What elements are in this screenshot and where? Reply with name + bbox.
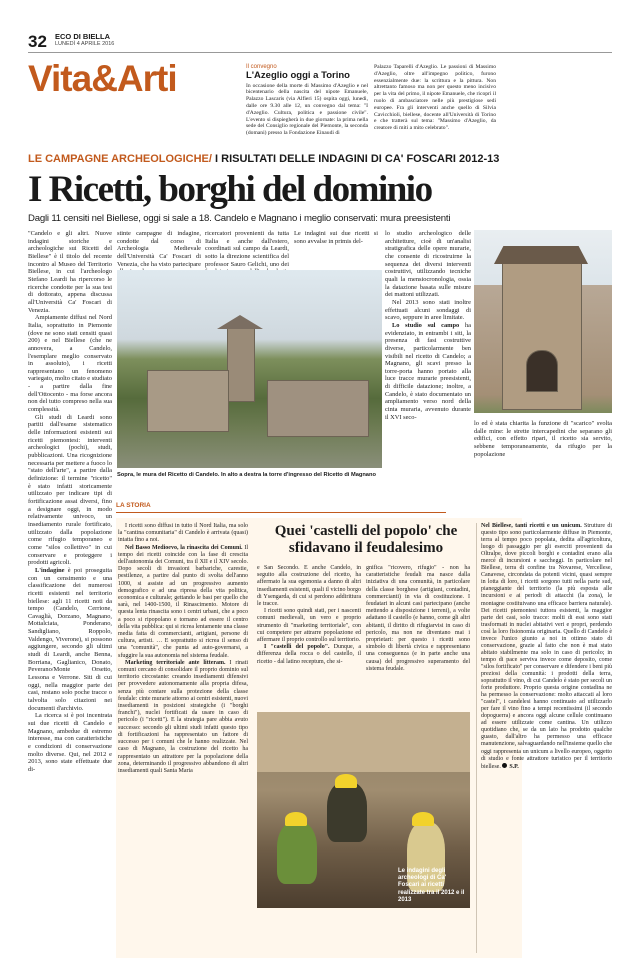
brief-box <box>246 64 368 137</box>
newspaper-name: ECO DI BIELLA <box>55 32 111 41</box>
article-paragraph: "Candelo e gli altri. Nuove indagini storiche e archeologiche sui Ricetti del Biellese" è il titolo del recente incontro al Museo del Territorio Biellese, in cui l'archeologo Stefano Leardi ha ripercorso le ricerche condotte per la sua tesi di dottorato, appena discussa all'Università Ca' Foscari di Venezia. <box>28 230 112 314</box>
ricetto-magnano-photo <box>474 230 612 413</box>
article-paragraph: Gli studi di Leardi sono partiti dall'esame sistematico delle informazioni esistenti sui ricetti piemontesi: interventi archeologici (pochi), studi, pubblicazioni. Una ricognizione necessaria per mettere a fuoco lo "stato dell'arte", a partire dalla definizione: il termine "ricetto" è stato infatti storicamente utilizzato per indicare tipi di fortificazione assai diversi, fino a designare oggi, in modo relativamente univoco, un insediamento rurale fortificato, utilizzato dalla popolazione come rifugio temporaneo e come "silos collettivo" in cui conservare e proteggere i prodotti agricoli. <box>28 413 112 567</box>
brief-title: L'Azeglio oggi a Torino <box>246 69 350 81</box>
lead-in: I "castelli del popolo". <box>264 644 330 651</box>
lead-in: Nel Basso Medioevo, la rinascita dei Comuni. <box>125 544 243 551</box>
history-column-2: e San Secondo. E anche Candelo, in seguito alla costruzione del ricetto, ha affermato la sua egemonia a danno di altri insediamenti esistenti, quali il vicino borgo di Ysengarda, di cui si perdono addirittura le tracce. I ricetti sono quindi stati, per i nascenti comuni medievali, un vero e proprio strumento di "marketing territoriale", con cui competere per attrarre popolazione ed affermare il proprio controllo sul territorio. I "castelli del popolo". Dunque, a differenza della rocca o del castello, il ricetto - dal latino receptum, che si- <box>257 565 361 665</box>
header-divider <box>28 52 612 53</box>
kicker-line <box>28 153 612 165</box>
article-column-3: ricercatori provenienti da tutta Italia e anche dall'estero, coordinati sul campo da Leardi, sotto la direzione scientifica del professor Sauro Gelichi, uno dei <box>205 230 289 268</box>
headline: I Ricetti, borghi del dominio <box>28 169 432 210</box>
lead-in: Nel Biellese, tanti ricetti e un unicum. <box>481 523 582 529</box>
article-paragraph: Ampiamente diffusi nel Nord Italia, soprattutto in Piemonte (dove ne sono stati censiti quasi 200) e nel Biellese (che ne annovera, a Candelo, l'esemplare meglio conservato in assoluto), i ricetti rappresentano un fenomeno variegato, molto citato e studiato - a partire dalla fine dell'Ottocento - ma forse ancora non del tutto compreso nella sua complessità. <box>28 314 112 414</box>
brief-kicker: Il convegno <box>246 64 277 70</box>
brief-text-col1: In occasione della morte di Massimo d'Azeglio e nel bicentenario della nascita del nipote Emanuele, Palazzo Lascaris (via Alfieri 15) ospita oggi, lunedì, dalle ore 9.30 alle 12, un convegno dal tema: "I d'Azeglio. Cultura, politica e passione civile". L'evento si dispiegherà in due giornate: la prima nella sede del Consiglio regionale del Piemonte, la seconda (domani) presso la Fondazione Einaudi di <box>246 82 368 137</box>
kicker-part2: I RISULTATI DELLE INDAGINI DI CA' FOSCARI 2012-13 <box>211 153 500 165</box>
article-paragraph: La ricerca si è poi incentrata sui due ricetti di Candelo e Magnano, ambedue di estremo interesse, ma con caratteristiche e condizioni di conservazione molto diverse. Qui, nel 2012 e 2013, sono state effettuate due di- <box>28 712 112 773</box>
lead-in: Lo studio sul campo <box>392 321 460 329</box>
article-column-2: stinte campagne di indagine, condotte dal corso di Archeologia Medievale dell'Università Ca' Foscari di Venezia, che ha visto partecipare <box>117 230 201 268</box>
history-column-4: Nel Biellese, tanti ricetti e un unicum. Strutture di questo tipo sono particolarmente diffuse in Piemonte, terra al tempo poco popolata, dedita all'agricoltura, luogo di passaggio per gli eserciti provenienti da Oltralpe, dove piccoli borghi e contadini erano alla mercé di incursioni e saccheggi. In particolare nel Biellese, terra di confine tra Novarese, Vercellese, Canavese, circondata da potenti vicini, quasi sempre in lotta di loro, i ricetti sorgono tutti nella parte sud, pianeggiante del territorio (la più esposta alle incursioni e ai periodi di attacchi (la zona), le montagne costituivano una efficace barriera naturale). Dei ricetti piemontesi tuttora esistenti, la maggior parte dei casi, solo tracce: molti di essi sono stati trasformati in nuclei abitativi veri e propri, perdendo così la loro fisionomia originaria. Quello di Candelo è invece l'unico giunto a noi in ottimo stato di conservazione, grazie al fatto che non è mai stato abitato stabilmente ma solo in caso di pericolo; in tempo di pace serviva invece come deposito, come "silos fortificato" per conservare e difendere i beni più preziosi della comunità: i prodotti della terra, soprattutto il vino, di cui Candelo è stato per secoli un forte produttore. Proprio questa origine contadina ne ha permesso la conservazione: molto attaccati al loro "castel", i candelesi hanno continuato ad utilizzarlo per fare il vino fino a tempi recentissimi (il secondo dopoguerra) e ancora oggi alcune cellule continuano ad essere utilizzate come cantina. Un utilizzo quotidiano che, se da un lato ha prodotto qualche guasto, dall'altro ha permesso una efficace manutenzione, salvaguardando nell'insieme quello che oggi rappresenta un unicum a livello europeo, oggetto di studio e fonte attrattore turistico per il territorio biellese. S.P. <box>481 523 612 770</box>
section-title: Vita&Arti <box>28 58 177 99</box>
lead-in: L'indagine <box>35 566 65 574</box>
article-column-5: lo studio archeologico delle architetture, cioè di un'analisi stratigrafica delle opere murarie, che consente di ricostruirne la sequenza dei diversi interventi costruttivi, utilizzando tecniche quali la mensiocronologia, ossia la datazione basata sulle misure dei mattoni utilizzati. Nel 2013 sono stati inoltre effettuati alcuni sondaggi di scavo, seppure in aree limitate. Lo studio sul campo ha evidenziato, in entrambi i siti, la presenza di fasi costruttive diverse, particolarmente ben visibili nel ricetto di Candelo; a Magnano, gli scavi presso la torre-porta hanno portato alla luce tracce murarie preesistenti, di difficile datazione; inoltre, a Candelo, è stato documentato un ampliamento verso nord della cinta muraria, avvenuto durante il XVI seco- <box>385 230 471 421</box>
subheadline: Dagli 11 censiti nel Biellese, oggi si sale a 18. Candelo e Magnano i meglio conservati: mura preesistenti <box>28 213 451 224</box>
article-paragraph: L'indagine è poi proseguita con un censimento e una classificazione dei numerosi ricetti esistenti nel territorio biellese: agli 11 ricetti noti da tempo (Candelo, Cerrione, Cavaglià, Dorzano, Magnano, Mottalciata, Ponderano, Sandigliano, Roppolo, Valdengo, Viverone), si possono aggiungere, secondo gli ultimi studi di Leardi, anche Benna, Borriana, Gaglianico, Donato, Peverano/Monte Orsetto, Lessona e Verrone. Siti di cui oggi, nella maggior parte dei casi, restano solo poche tracce o talvolta solo citazioni nei documenti d'archivio. <box>28 566 112 712</box>
excavation-photo-caption: Le indagini degli archeologi di Ca' Foscari ai ricetti realizzate tra il 2012 e il 2013 <box>398 868 465 903</box>
column-divider <box>476 523 477 953</box>
author-signature: S.P. <box>509 763 519 770</box>
history-rule <box>116 512 446 513</box>
history-column-3: gnifica "ricovero, rifugio" - non ha caratteristiche feudali ma nasce dalla iniziativa di una comunità, in particolare della classe borghese (artigiani, contadini, commercianti) in via di costituzione. I feudatari in alcuni casi partecipano (anche mettendo a disposizione i terreni), a volte adattano il castello (e hanno, come gli altri abitanti, il diritto di rifugiarvisi in caso di pericolo, ma non ne diventano mai i proprietari: per questo i ricetti sono simbolo di libertà civica e rappresentano una conseguenza (e in parte anche una causa) del progressivo superamento del sistema feudale. <box>366 565 470 672</box>
photo-caption: Sopra, le mura del Ricetto di Candelo. In alto a destra la torre d'ingresso del Ricetto di Magnano <box>117 472 376 478</box>
issue-date: LUNEDÌ 4 APRILE 2016 <box>55 41 115 47</box>
kicker-part1: LE CAMPAGNE ARCHEOLOGICHE/ <box>28 153 212 165</box>
lead-in: Marketing territoriale ante litteram. <box>125 659 226 666</box>
history-title: Quei 'castelli del popolo' che sfidavano il feudalesimo <box>274 523 458 556</box>
brief-text-col2: Palazzo Taparelli d'Azeglio. Le passioni di Massimo d'Azeglio, oltre all'impegno politico, furono essenzialmente due: la scrittura e la pittura. Non altrettanto famoso ma non per questo meno incisivo per la vita del primo, il nipote Emanuele, che ricoprì il ruolo di ambasciatore nelle più prestigiose sedi europee. Fra gli interventi anche quello di Silvia Cavicchioli, biellese, docente all'Università di Torino e che tratterà sul tema: "Massimo d'Azeglio, da creatore di miti a mito celebrato". <box>374 64 496 132</box>
article-column-1 <box>28 230 112 774</box>
history-label: LA STORIA <box>116 502 151 509</box>
article-column-6: lo ed è stata chiarita la funzione di "scarico" svolta dalle mine: le strette intercapedini che separano gli edifici, con effetto ripari, il ricetto sia servito, sebbene temporaneamente, da rifugio per la popolazione <box>474 420 612 458</box>
history-column-1: I ricetti sono diffusi in tutto il Nord Italia, ma solo la "cantina comunitaria" di Candelo è arrivata (quasi) intatta fino a noi. Nel Basso Medioevo, la rinascita dei Comuni. Il tempo dei ricetti coincide con la fase di crescita dell'autonomia dei Comuni, tra il XII e il XIV secolo. Dopo secoli di invasioni barbariche, carestie, pestilenze, a partire dal punto di svolta dell'anno 1000, si assiste ad un progressivo aumento demografico e ad una ripresa della vita politica, economica e culturale; gettando le basi per quello che sarà, nel 1400-1500, il Rinascimento. Motore di questa lenta rinascita sono i centri urbani, che a poco a poco si ripopolano e tornano ad essere il centro della vita pubblica: qui si ricrea lentamente una classe media fatta di commercianti, artigiani, persone di cultura, artisti. … E soprattutto si ricrea il senso di una "comunità", che punta ad auto-governarsi, a sfuggire la sua autonomia nel sistema feudale. Marketing territoriale ante litteram. I rinati comuni cercano di consolidare il proprio dominio sul territorio circostante: creando insediamenti difensivi per provvedere autonomamente alla propria difesa, senza più contare sulla protezione della classe feudale: cinte murarie attorno ai centri esistenti, nuovi insediamenti in posizioni strategiche (i "borghi franchi"), nuclei fortificati da usare in caso di pericolo (i "ricetti"). E la strategia pare abbia avuto successo: secondo gli ultimi studi infatti questo tipo di fortificazioni ha rappresentato un fattore di successo per i comuni che le hanno realizzate. Nel caso di Magnano, la costruzione del ricetto ha rappresentato un attrattore per la popolazione della zona, determinando il progressivo abbandono di altri insediamenti quali Santa Maria <box>118 523 248 774</box>
end-mark-icon <box>502 763 507 768</box>
article-column-4: Le indagini sui due ricetti si sono avvalse in primis del- <box>294 230 378 245</box>
ricetto-candelo-photo <box>117 270 382 468</box>
page-number: 32 <box>28 32 47 51</box>
